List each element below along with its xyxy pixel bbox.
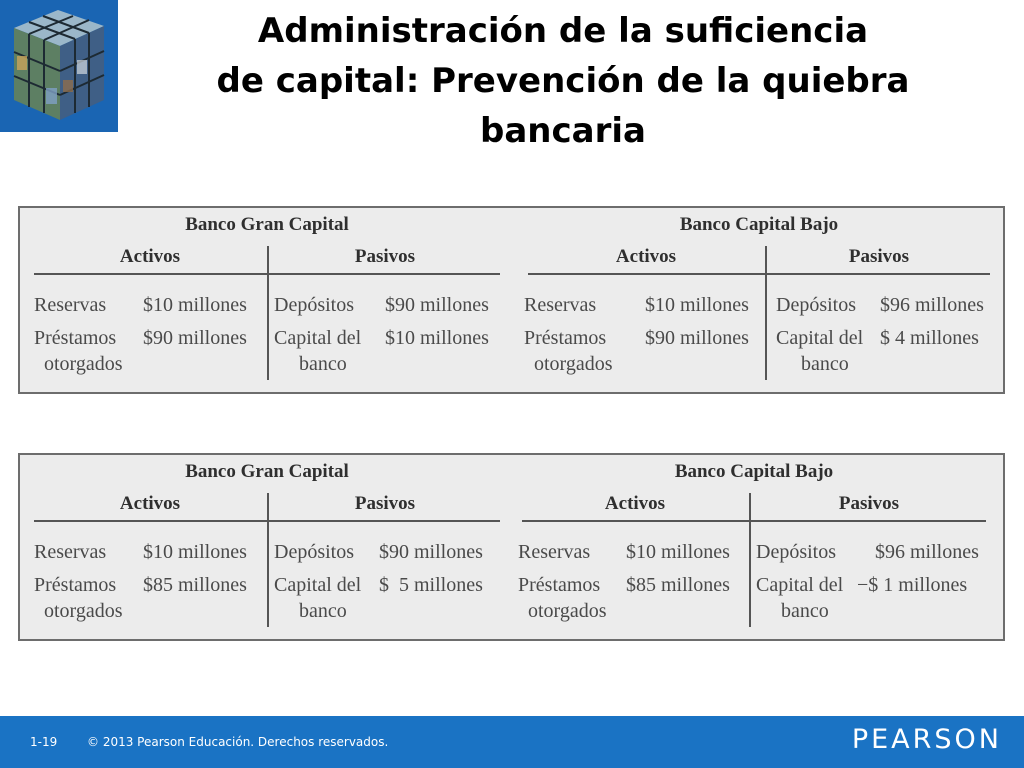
liability-label: Capital del bbox=[274, 327, 362, 349]
liability-label: Depósitos bbox=[274, 294, 354, 316]
page-title bbox=[130, 6, 996, 156]
asset-value: $90 millones bbox=[143, 327, 247, 349]
asset-label: Reservas bbox=[524, 294, 597, 316]
pearson-logo: PEARSON bbox=[851, 724, 1002, 755]
rubiks-cube-photo-icon bbox=[0, 0, 118, 132]
column-divider bbox=[267, 246, 269, 380]
bank-name: Banco Gran Capital bbox=[185, 214, 349, 235]
asset-label-cont: otorgados bbox=[534, 353, 613, 375]
liability-label: Depósitos bbox=[274, 541, 354, 563]
column-divider bbox=[267, 493, 269, 627]
liability-value: $ 4 millones bbox=[880, 327, 979, 349]
slide-number: 1-19 bbox=[30, 735, 58, 749]
title-line-3: bancaria bbox=[480, 111, 646, 151]
liability-label-cont: banco bbox=[801, 353, 849, 375]
liabilities-header: Pasivos bbox=[354, 246, 416, 267]
asset-value: $10 millones bbox=[645, 294, 749, 316]
asset-label-cont: otorgados bbox=[44, 353, 123, 375]
balance-sheet-panel bbox=[18, 453, 1005, 641]
header-rule bbox=[528, 273, 990, 275]
title-line-1: Administración de la suficiencia bbox=[257, 11, 869, 51]
liability-label-cont: banco bbox=[781, 600, 829, 622]
liability-value: $96 millones bbox=[880, 294, 984, 316]
t-account-gran-capital bbox=[34, 208, 500, 392]
column-divider bbox=[765, 246, 767, 380]
header-rule bbox=[522, 520, 986, 522]
assets-header: Activos bbox=[119, 493, 181, 514]
liabilities-header: Pasivos bbox=[354, 493, 416, 514]
liability-value: −$ 1 millones bbox=[857, 574, 968, 596]
liability-value: $90 millones bbox=[379, 541, 483, 563]
liability-label-cont: banco bbox=[299, 600, 347, 622]
liability-value: $96 millones bbox=[875, 541, 979, 563]
asset-label-cont: otorgados bbox=[44, 600, 123, 622]
bank-name: Banco Gran Capital bbox=[185, 461, 349, 482]
bank-name: Banco Capital Bajo bbox=[674, 461, 834, 482]
asset-label: Reservas bbox=[34, 294, 107, 316]
liability-label: Depósitos bbox=[756, 541, 836, 563]
asset-label: Reservas bbox=[34, 541, 107, 563]
asset-label: Reservas bbox=[518, 541, 591, 563]
bank-name: Banco Capital Bajo bbox=[679, 214, 839, 235]
title-line-2: de capital: Prevención de la quiebra bbox=[216, 61, 910, 101]
column-divider bbox=[749, 493, 751, 627]
t-account-capital-bajo bbox=[518, 455, 986, 639]
liability-label: Capital del bbox=[756, 574, 844, 596]
asset-label: Préstamos bbox=[34, 327, 117, 349]
footer-bar bbox=[0, 716, 1024, 768]
liability-label: Capital del bbox=[274, 574, 362, 596]
asset-value: $90 millones bbox=[645, 327, 749, 349]
asset-value: $85 millones bbox=[143, 574, 247, 596]
liabilities-header: Pasivos bbox=[848, 246, 910, 267]
assets-header: Activos bbox=[615, 246, 677, 267]
asset-label: Préstamos bbox=[34, 574, 117, 596]
t-account-capital-bajo bbox=[524, 208, 990, 392]
liability-label: Depósitos bbox=[776, 294, 856, 316]
assets-header: Activos bbox=[119, 246, 181, 267]
asset-label: Préstamos bbox=[524, 327, 607, 349]
liability-value: $10 millones bbox=[385, 327, 489, 349]
balance-sheet-panel bbox=[18, 206, 1005, 394]
asset-value: $85 millones bbox=[626, 574, 730, 596]
liabilities-header: Pasivos bbox=[838, 493, 900, 514]
asset-value: $10 millones bbox=[626, 541, 730, 563]
asset-value: $10 millones bbox=[143, 541, 247, 563]
copyright-notice: © 2013 Pearson Educación. Derechos reservados. bbox=[87, 735, 389, 749]
asset-value: $10 millones bbox=[143, 294, 247, 316]
liability-label: Capital del bbox=[776, 327, 864, 349]
asset-label-cont: otorgados bbox=[528, 600, 607, 622]
asset-label: Préstamos bbox=[518, 574, 601, 596]
liability-value: $ 5 millones bbox=[379, 574, 483, 596]
assets-header: Activos bbox=[604, 493, 666, 514]
liability-value: $90 millones bbox=[385, 294, 489, 316]
t-account-gran-capital bbox=[34, 455, 500, 639]
liability-label-cont: banco bbox=[299, 353, 347, 375]
